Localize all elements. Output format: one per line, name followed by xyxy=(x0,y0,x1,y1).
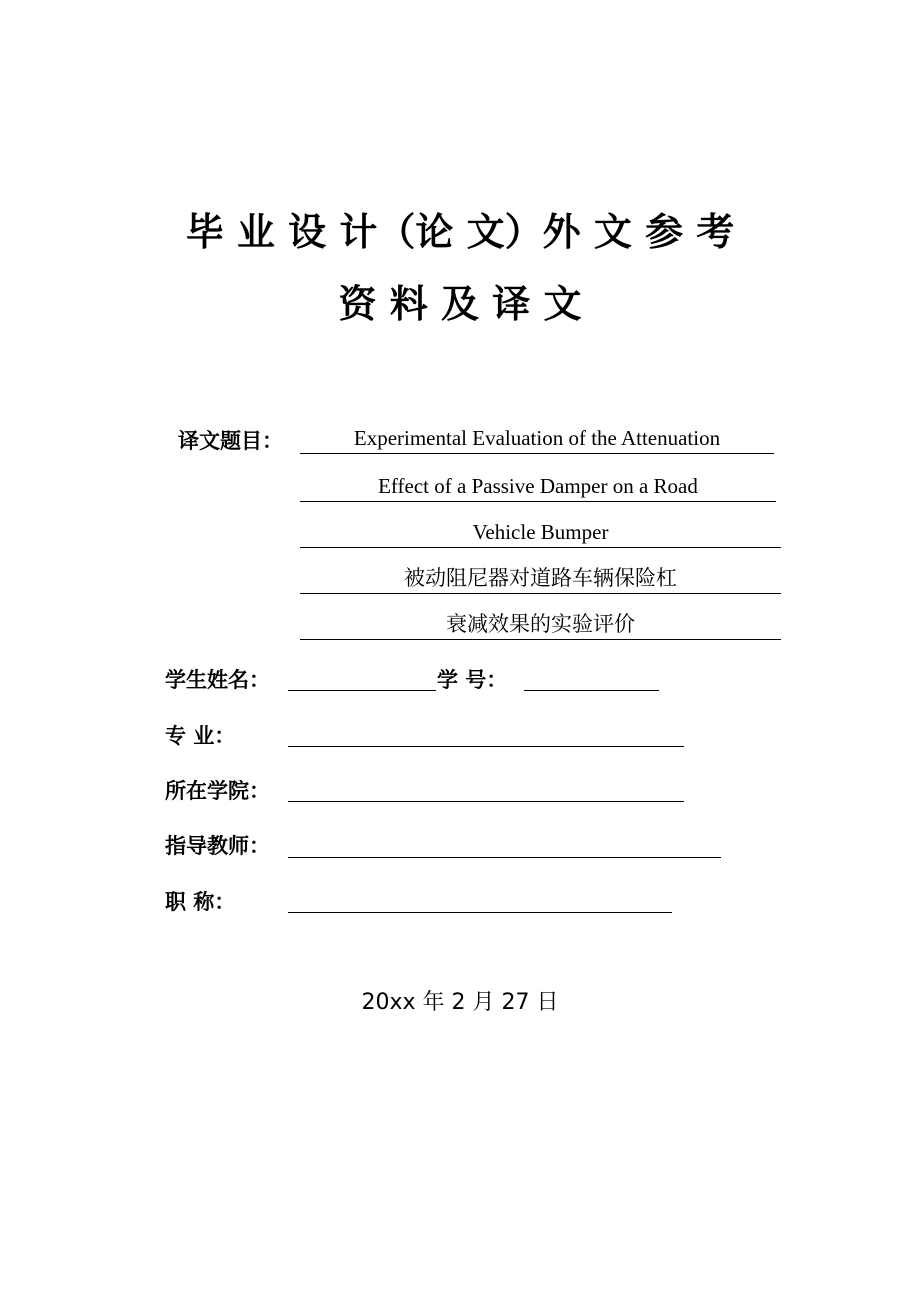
translation-title-text-1: Experimental Evaluation of the Attenuation xyxy=(353,426,721,450)
translation-title-line-3 xyxy=(300,518,781,548)
translation-title-line-2 xyxy=(300,472,776,502)
underline xyxy=(300,453,774,454)
translation-title-text-2: Effect of a Passive Damper on a Road xyxy=(378,474,698,498)
professional-title-field[interactable] xyxy=(288,912,672,913)
translation-title-line-4 xyxy=(300,564,781,594)
major-field[interactable] xyxy=(288,746,684,747)
page-title-line-1: 毕 业 设 计（论 文）外 文 参 考 xyxy=(185,210,735,254)
underline xyxy=(300,501,776,502)
student-name-label: 学生姓名： xyxy=(165,668,270,692)
student-id-label: 学 号： xyxy=(437,668,508,692)
translation-title-text-5: 衰减效果的实验评价 xyxy=(446,612,635,636)
advisor-label: 指导教师： xyxy=(165,834,270,858)
advisor-field[interactable] xyxy=(288,857,721,858)
underline xyxy=(300,547,781,548)
document-date: 20xx 年 2 月 27 日 xyxy=(361,990,559,1015)
underline xyxy=(300,639,781,640)
professional-title-label: 职 称： xyxy=(165,890,236,914)
underline xyxy=(300,593,781,594)
student-id-field[interactable] xyxy=(524,690,659,691)
translation-title-label: 译文题目： xyxy=(178,429,283,453)
page-title-line-2: 资 料 及 译 文 xyxy=(338,282,582,326)
college-label: 所在学院： xyxy=(165,779,270,803)
translation-title-text-4: 被动阻尼器对道路车辆保险杠 xyxy=(404,566,677,590)
translation-title-line-1 xyxy=(300,424,774,454)
student-name-field[interactable] xyxy=(288,690,436,691)
translation-title-text-3: Vehicle Bumper xyxy=(472,520,609,544)
translation-title-line-5 xyxy=(300,610,781,640)
major-label: 专 业： xyxy=(165,724,236,748)
college-field[interactable] xyxy=(288,801,684,802)
